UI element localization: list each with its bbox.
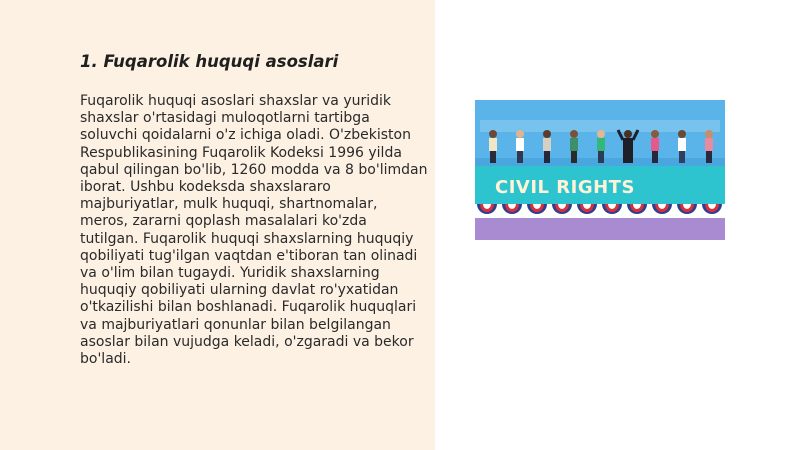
civil-rights-image [475, 100, 725, 240]
image-caption: CIVIL RIGHTS [495, 177, 635, 198]
crowd-figures [489, 130, 713, 163]
slide-heading: 1. Fuqarolik huquqi asoslari [80, 52, 339, 71]
slide-body-text: Fuqarolik huquqi asoslari shaxslar va yuridik shaxslar o'rtasidagi muloqotlarni tartibga soluvchi qoidalarni o'z ichiga oladi. O'zbekiston Respublikasining Fuqarolik Kodeksi 1996 yilda qabul qilingan bo'lib, 1260 modda va 8 bo'limdan iborat. Ushbu kodeksda shaxslararo majburiyatlar, mulk huquqi, shartnomalar, meros, zararni qoplash masalalari ko'zda tutilgan. Fuqarolik huquqi shaxslarning huquqiy qobiliyati tug'ilgan vaqtdan e'tiboran tan olinadi va o'lim bilan tugaydi. Yuridik shaxslarning huquqiy qobiliyati ularning davlat ro'yxatidan o'tkazilishi bilan boshlanadi. Fuqarolik huquqlari va majburiyatlari qonunlar bilan belgilangan asoslar bilan vujudga keladi, o'zgaradi va bekor bo'ladi. [80, 93, 428, 368]
ground [475, 218, 725, 240]
